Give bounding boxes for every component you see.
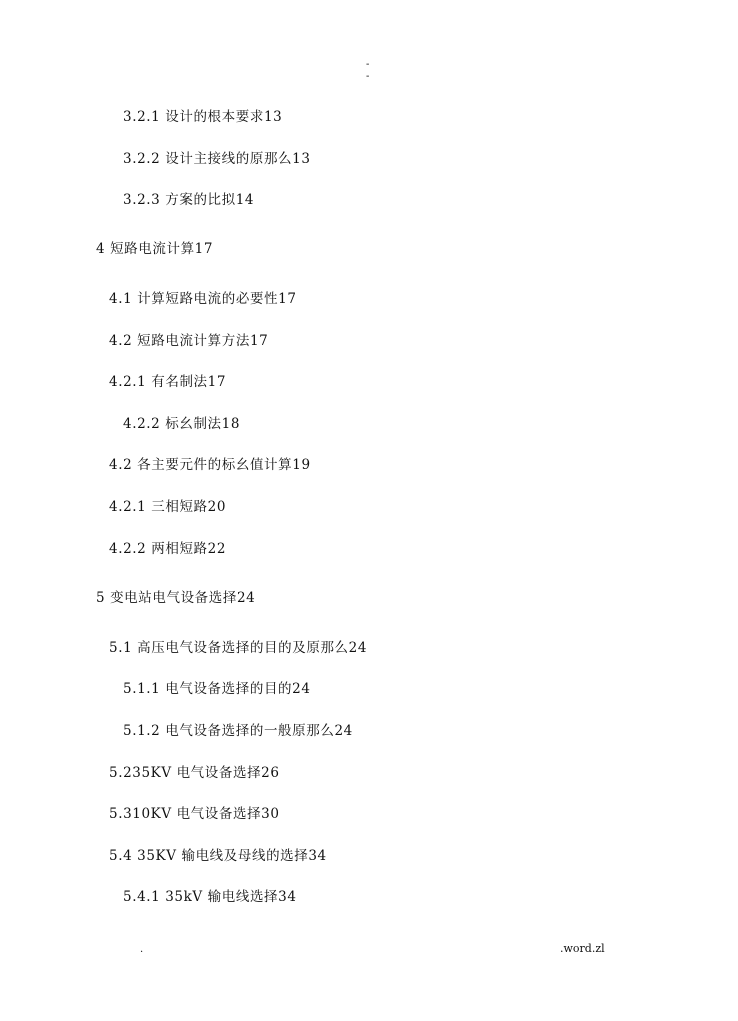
toc-entry-5-1[interactable]: 5.1 高压电气设备选择的目的及原那么24 <box>109 640 368 656</box>
toc-entry-4-2-1-b[interactable]: 4.2.1 三相短路20 <box>109 499 227 515</box>
toc-entry-5-1-2[interactable]: 5.1.2 电气设备选择的一般原那么24 <box>123 723 353 739</box>
toc-entry-4-2[interactable]: 4.2 短路电流计算方法17 <box>109 333 269 349</box>
toc-entry-3-2-3[interactable]: 3.2.3 方案的比拟14 <box>123 192 255 208</box>
toc-entry-3-2-2[interactable]: 3.2.2 设计主接线的原那么13 <box>123 151 311 167</box>
toc-entry-5[interactable]: 5 变电站电气设备选择24 <box>96 590 256 606</box>
toc-entry-4-2-2-b[interactable]: 4.2.2 两相短路22 <box>109 541 227 557</box>
toc-entry-4-2-b[interactable]: 4.2 各主要元件的标幺值计算19 <box>109 457 311 473</box>
toc-entry-5-4[interactable]: 5.4 35KV 输电线及母线的选择34 <box>109 848 327 864</box>
footer-left-mark: . <box>140 944 144 955</box>
toc-entry-5-2[interactable]: 5.235KV 电气设备选择26 <box>109 765 280 781</box>
header-mark-top: - <box>366 59 370 70</box>
toc-entry-3-2-1[interactable]: 3.2.1 设计的根本要求13 <box>123 109 283 125</box>
footer-source-label: .word.zl <box>560 942 605 955</box>
toc-entry-5-3[interactable]: 5.310KV 电气设备选择30 <box>109 806 280 822</box>
toc-entry-4-1[interactable]: 4.1 计算短路电流的必要性17 <box>109 291 297 307</box>
toc-entry-5-1-1[interactable]: 5.1.1 电气设备选择的目的24 <box>123 681 311 697</box>
toc-entry-4-2-2[interactable]: 4.2.2 标幺制法18 <box>123 416 241 432</box>
toc-entry-5-4-1[interactable]: 5.4.1 35kV 输电线选择34 <box>123 889 297 905</box>
toc-entry-4[interactable]: 4 短路电流计算17 <box>96 241 214 257</box>
toc-entry-4-2-1[interactable]: 4.2.1 有名制法17 <box>109 374 227 390</box>
header-mark-bottom: - <box>366 71 370 82</box>
